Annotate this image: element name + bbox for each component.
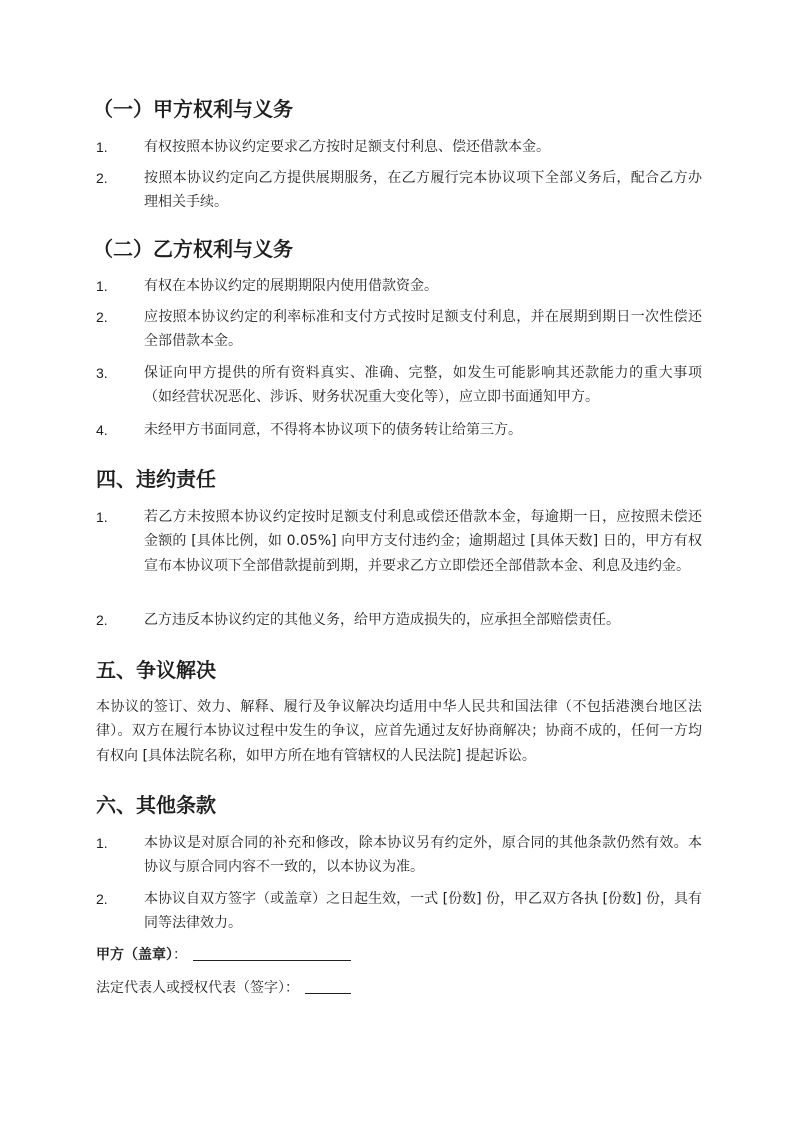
section-title-liability: 四、违约责任 (96, 467, 216, 491)
list-text: 若乙方未按照本协议约定按时足额支付利息或偿还借款本金，每逾期一日，应按照未偿还金额的 [具体比例，如 0.05%] 向甲方支付违约金；逾期超过 [具体天数] 日的，甲方有权宣布本协议项下全部借款提前到期，并要求乙方立即偿还全部借款本金、利息及违约金。 (144, 509, 702, 574)
section-title-party-a: （一）甲方权利与义务 (93, 97, 293, 121)
list-text: 保证向甲方提供的所有资料真实、准确、完整，如发生可能影响其还款能力的重大事项（如经营状况恶化、涉诉、财务状况重大变化等），应立即书面通知甲方。 (144, 365, 702, 406)
list-number: 1. (96, 509, 108, 525)
section-title-party-b: （二）乙方权利与义务 (93, 237, 293, 261)
list-number: 2. (96, 309, 108, 325)
list-text: 应按照本协议约定的利率标准和支付方式按时足额支付利息，并在展期到期日一次性偿还全部借款本金。 (144, 309, 702, 350)
representative-label: 法定代表人或授权代表（签字）： (96, 980, 299, 996)
list-number: 1. (96, 278, 108, 294)
list-number: 2. (96, 891, 108, 907)
section-title-other: 六、其他条款 (96, 793, 216, 817)
list-text: 未经甲方书面同意，不得将本协议项下的债务转让给第三方。 (144, 422, 522, 438)
list-number: 2. (96, 170, 108, 186)
party-a-signature (96, 944, 351, 966)
party-a-seal-label: 甲方（盖章） (96, 947, 173, 963)
list-text: 有权在本协议约定的展期期限内使用借款资金。 (144, 278, 438, 294)
section-title-dispute: 五、争议解决 (96, 658, 216, 682)
list-text: 本协议是对原合同的补充和修改，除本协议另有约定外，原合同的其他条款仍然有效。本协议与原合同内容不一致的，以本协议为准。 (144, 835, 702, 876)
list-number: 2. (96, 612, 108, 628)
dispute-paragraph: 本协议的签订、效力、解释、履行及争议解决均适用中华人民共和国法律（不包括港澳台地区法律）。双方在履行本协议过程中发生的争议，应首先通过友好协商解决；协商不成的，任何一方均有权向 [具体法院名称，如甲方所在地有管辖权的人民法院] 提起诉讼。 (96, 699, 702, 764)
list-number: 3. (96, 365, 108, 381)
list-text: 本协议自双方签字（或盖章）之日起生效，一式 [份数] 份，甲乙双方各执 [份数] 份，具有同等法律效力。 (144, 891, 702, 932)
representative-signature (96, 977, 351, 999)
list-number: 1. (96, 835, 108, 851)
list-number: 1. (96, 139, 108, 155)
representative-signature-line (305, 978, 351, 994)
list-text: 有权按照本协议约定要求乙方按时足额支付利息、偿还借款本金。 (144, 139, 550, 155)
list-text: 乙方违反本协议约定的其他义务，给甲方造成损失的，应承担全部赔偿责任。 (144, 612, 620, 628)
list-number: 4. (96, 422, 108, 438)
party-a-signature-line (193, 945, 351, 961)
list-text: 按照本协议约定向乙方提供展期服务，在乙方履行完本协议项下全部义务后，配合乙方办理相关手续。 (144, 170, 702, 211)
party-a-colon: ： (173, 947, 187, 963)
